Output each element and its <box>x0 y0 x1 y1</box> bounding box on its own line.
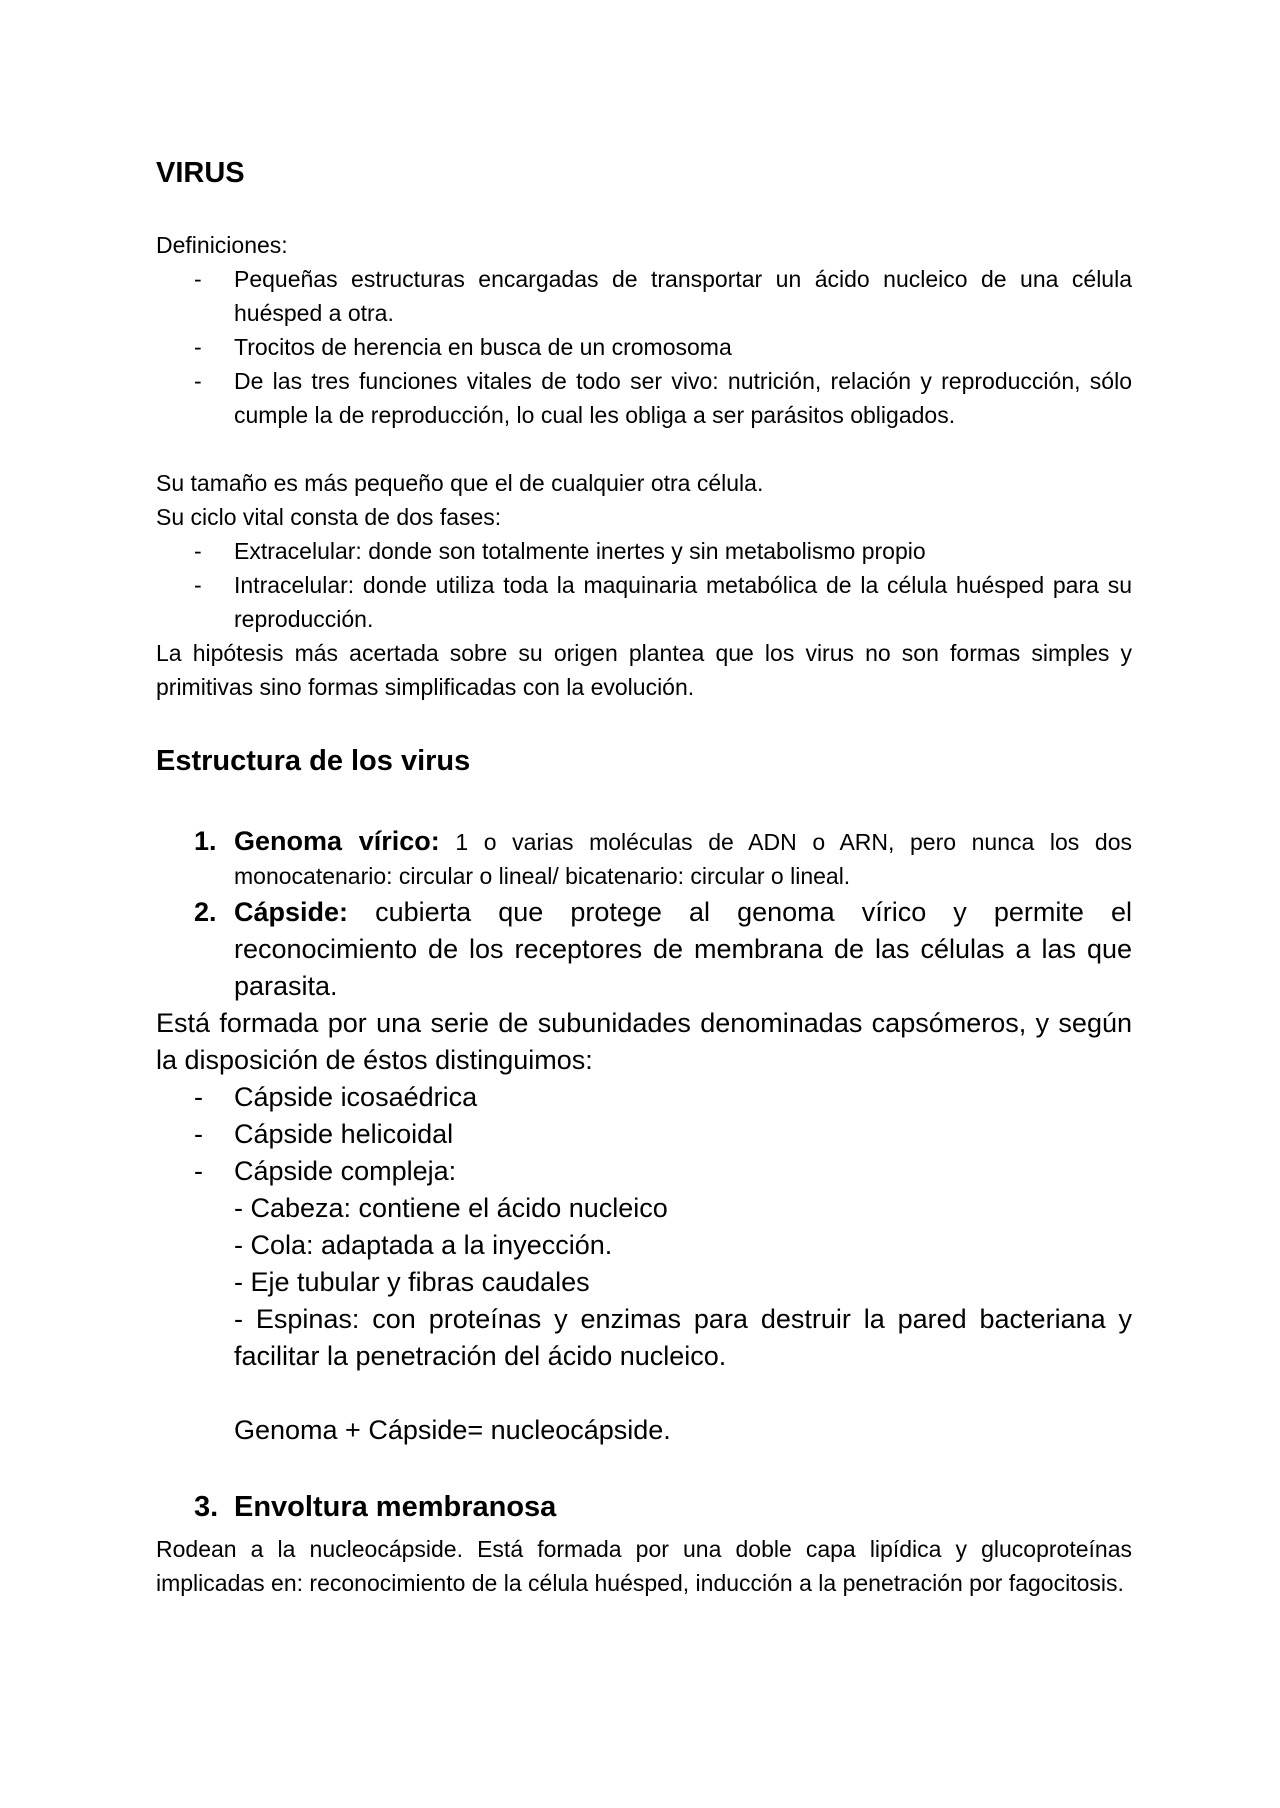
dash-marker: - <box>194 1119 203 1149</box>
dash-marker: - <box>194 368 202 394</box>
structure-description: 1 o varias moléculas de ADN o ARN, pero nunca los dos monocatenario: circular o lineal/ bicatenario: circular o lineal. <box>234 829 1132 889</box>
capsid-type: Cápside icosaédrica <box>234 1082 478 1112</box>
cycle-intro: Su ciclo vital consta de dos fases: <box>156 504 502 530</box>
dash-marker: - <box>194 538 202 564</box>
structure-term: Genoma vírico: <box>234 826 440 856</box>
definitions-label: Definiciones: <box>156 232 288 258</box>
dash-marker: - <box>194 1082 203 1112</box>
structure-description: cubierta que protege al genoma vírico y permite el reconocimiento de los receptores de membrana de las células a las que parasita. <box>234 897 1132 1001</box>
envelope-title: Envoltura membranosa <box>234 1491 557 1523</box>
envelope-paragraph: Rodean a la nucleocápside. Está formada por una doble capa lipídica y glucoproteínas implicadas en: reconocimiento de la célula huésped, inducción a la penetración por fagocitosis. <box>156 1536 1132 1596</box>
size-paragraph: Su tamaño es más pequeño que el de cualquier otra célula. <box>156 470 764 496</box>
capsid-type: Cápside helicoidal <box>234 1119 454 1149</box>
structure-text <box>234 894 1132 1005</box>
section-title: Estructura de los virus <box>156 745 471 777</box>
definition-text: Trocitos de herencia en busca de un cromosoma <box>234 334 732 360</box>
capsid-intro: Está formada por una serie de subunidades denominadas capsómeros, y según la disposición de éstos distinguimos: <box>156 1008 1132 1075</box>
complex-part-text: - Eje tubular y fibras caudales <box>234 1267 590 1297</box>
dash-marker: - <box>194 334 202 360</box>
complex-part-text: - Espinas: con proteínas y enzimas para destruir la pared bacteriana y facilitar la penetración del ácido nucleico. <box>234 1304 1132 1371</box>
item-number: 2. <box>194 897 217 927</box>
structure-text <box>234 824 1132 893</box>
cycle-phase: Extracelular: donde son totalmente inertes y sin metabolismo propio <box>234 538 926 564</box>
complex-part-text: - Cola: adaptada a la inyección. <box>234 1230 613 1260</box>
dash-marker: - <box>194 266 202 292</box>
definition-text: De las tres funciones vitales de todo ser vivo: nutrición, relación y reproducción, sólo cumple la de reproducción, lo cual les obliga a ser parásitos obligados. <box>234 368 1132 428</box>
nucleocapsid-text: Genoma + Cápside= nucleocápside. <box>234 1415 671 1445</box>
dash-marker: - <box>194 1156 203 1186</box>
item-number: 1. <box>194 826 217 856</box>
structure-term: Cápside: <box>234 897 349 927</box>
item-number: 3. <box>194 1491 219 1523</box>
definition-text: Pequeñas estructuras encargadas de transportar un ácido nucleico de una célula huésped a otra. <box>234 266 1132 326</box>
cycle-phase: Intracelular: donde utiliza toda la maquinaria metabólica de la célula huésped para su reproducción. <box>234 572 1132 632</box>
page-title: VIRUS <box>156 157 245 189</box>
complex-part-text: - Cabeza: contiene el ácido nucleico <box>234 1193 668 1223</box>
dash-marker: - <box>194 572 202 598</box>
origin-paragraph: La hipótesis más acertada sobre su origen plantea que los virus no son formas simples y primitivas sino formas simplificadas con la evolución. <box>156 640 1132 700</box>
capsid-type: Cápside compleja: <box>234 1156 457 1186</box>
